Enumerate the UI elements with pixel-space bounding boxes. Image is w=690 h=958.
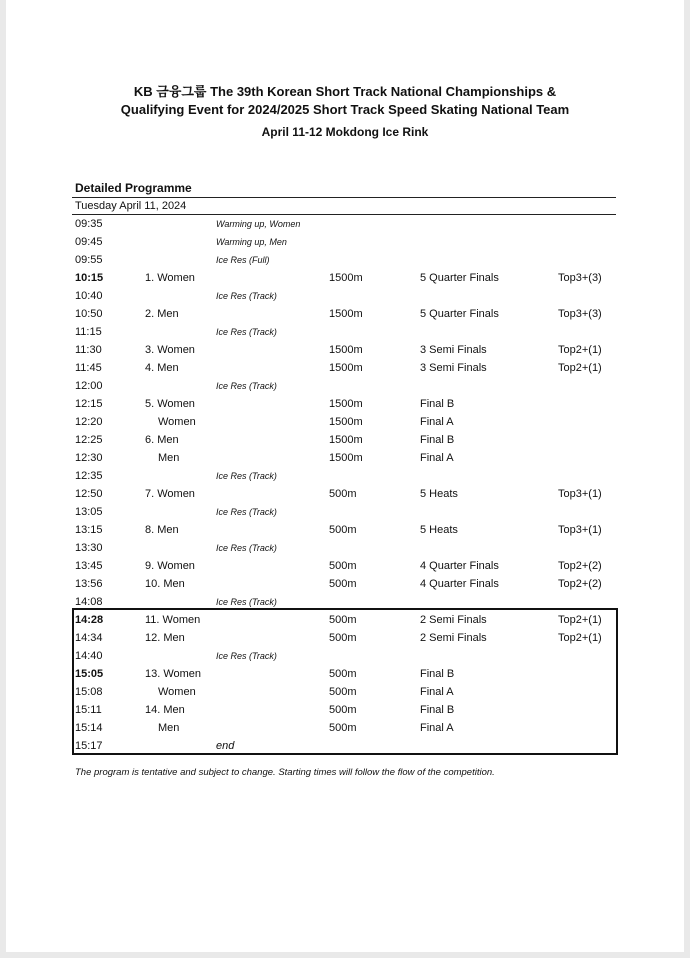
round-cell: 3 Semi Finals <box>420 344 487 356</box>
distance-cell: 500m <box>329 614 357 626</box>
qualification-cell: Top3+(1) <box>558 524 602 536</box>
time-cell: 13:30 <box>75 542 103 554</box>
table-row <box>0 215 690 233</box>
round-cell: 5 Heats <box>420 524 458 536</box>
time-cell: 09:55 <box>75 254 103 266</box>
time-cell: 12:25 <box>75 434 103 446</box>
time-cell: 11:30 <box>75 344 102 356</box>
note-cell: Warming up, Men <box>216 237 287 247</box>
time-cell: 11:15 <box>75 326 102 338</box>
time-cell: 14:28 <box>75 614 104 626</box>
distance-cell: 500m <box>329 686 357 698</box>
note-cell: Ice Res (Track) <box>216 381 277 391</box>
distance-cell: 500m <box>329 578 357 590</box>
distance-cell: 500m <box>329 632 357 644</box>
table-row <box>0 503 690 521</box>
distance-cell: 1500m <box>329 362 363 374</box>
time-cell: 14:40 <box>75 650 103 662</box>
time-cell: 13:05 <box>75 506 103 518</box>
table-row <box>0 377 690 395</box>
distance-cell: 1500m <box>329 452 363 464</box>
time-cell: 12:20 <box>75 416 103 428</box>
table-row <box>0 431 690 449</box>
event-cell: 3. Women <box>145 344 195 356</box>
distance-cell: 1500m <box>329 344 363 356</box>
table-row <box>0 305 690 323</box>
event-cell: Women <box>158 416 196 428</box>
distance-cell: 500m <box>329 560 357 572</box>
round-cell: Final A <box>420 452 454 464</box>
event-cell: 11. Women <box>145 614 201 626</box>
table-row <box>0 359 690 377</box>
time-cell: 15:05 <box>75 668 104 680</box>
event-cell: 12. Men <box>145 632 185 644</box>
qualification-cell: Top2+(1) <box>558 614 602 626</box>
event-cell: 8. Men <box>145 524 179 536</box>
time-cell: 10:50 <box>75 308 103 320</box>
distance-cell: 1500m <box>329 308 363 320</box>
event-cell: 2. Men <box>145 308 179 320</box>
section-title: Detailed Programme <box>75 181 192 195</box>
event-cell: 6. Men <box>145 434 179 446</box>
round-cell: 5 Heats <box>420 488 458 500</box>
round-cell: Final B <box>420 434 455 446</box>
table-row <box>0 341 690 359</box>
round-cell: 4 Quarter Finals <box>420 560 499 572</box>
round-cell: Final B <box>420 668 455 680</box>
qualification-cell: Top2+(1) <box>558 632 602 644</box>
event-cell: Women <box>158 686 196 698</box>
distance-cell: 1500m <box>329 434 363 446</box>
time-cell: 15:11 <box>75 704 102 716</box>
time-cell: 09:45 <box>75 236 103 248</box>
note-cell: Ice Res (Track) <box>216 471 277 481</box>
event-cell: 13. Women <box>145 668 202 680</box>
note-cell: Ice Res (Track) <box>216 651 277 661</box>
time-cell: 12:35 <box>75 470 103 482</box>
table-row <box>0 395 690 413</box>
time-cell: 13:45 <box>75 560 103 572</box>
note-cell: Warming up, Women <box>216 219 301 229</box>
qualification-cell: Top3+(3) <box>558 272 602 284</box>
table-row <box>0 449 690 467</box>
time-cell: 12:30 <box>75 452 103 464</box>
note-cell: Ice Res (Track) <box>216 291 277 301</box>
qualification-cell: Top2+(2) <box>558 578 602 590</box>
time-cell: 15:08 <box>75 686 103 698</box>
table-row <box>0 413 690 431</box>
highlight-box <box>72 608 618 755</box>
table-row <box>0 287 690 305</box>
qualification-cell: Top2+(1) <box>558 344 602 356</box>
footnote: The program is tentative and subject to change. Starting times will follow the flow of the competition. <box>75 767 495 778</box>
round-cell: Final A <box>420 722 454 734</box>
table-row <box>0 323 690 341</box>
round-cell: 3 Semi Finals <box>420 362 487 374</box>
table-row <box>0 575 690 593</box>
note-cell: Ice Res (Track) <box>216 507 277 517</box>
note-cell: Ice Res (Track) <box>216 543 277 553</box>
title-line-1: KB 금융그룹 The 39th Korean Short Track National Championships & <box>133 84 557 99</box>
table-row <box>0 521 690 539</box>
round-cell: 5 Quarter Finals <box>420 272 499 284</box>
table-row <box>0 557 690 575</box>
time-cell: 12:50 <box>75 488 103 500</box>
note-cell: Ice Res (Track) <box>216 597 277 607</box>
round-cell: Final B <box>420 398 455 410</box>
time-cell: 13:15 <box>75 524 103 536</box>
event-cell: 4. Men <box>145 362 179 374</box>
table-row <box>0 251 690 269</box>
event-cell: 1. Women <box>145 272 195 284</box>
event-cell: 5. Women <box>145 398 195 410</box>
time-cell: 14:34 <box>75 632 103 644</box>
distance-cell: 500m <box>329 668 357 680</box>
distance-cell: 1500m <box>329 272 363 284</box>
round-cell: 2 Semi Finals <box>420 632 487 644</box>
event-cell: Men <box>158 722 180 734</box>
distance-cell: 500m <box>329 488 357 500</box>
qualification-cell: Top3+(3) <box>558 308 602 320</box>
table-row <box>0 269 690 287</box>
event-cell: 7. Women <box>145 488 195 500</box>
time-cell: 11:45 <box>75 362 102 374</box>
round-cell: Final A <box>420 416 454 428</box>
schedule-date: Tuesday April 11, 2024 <box>75 200 187 212</box>
time-cell: 10:15 <box>75 272 104 284</box>
distance-cell: 500m <box>329 722 357 734</box>
qualification-cell: Top2+(2) <box>558 560 602 572</box>
time-cell: 13:56 <box>75 578 103 590</box>
qualification-cell: Top2+(1) <box>558 362 602 374</box>
time-cell: 15:14 <box>75 722 103 734</box>
round-cell: 4 Quarter Finals <box>420 578 499 590</box>
section-rule <box>72 197 616 198</box>
round-cell: 5 Quarter Finals <box>420 308 499 320</box>
table-row <box>0 467 690 485</box>
distance-cell: 500m <box>329 524 357 536</box>
round-cell: 2 Semi Finals <box>420 614 487 626</box>
venue-dates: April 11-12 Mokdong Ice Rink <box>261 125 429 139</box>
time-cell: 14:08 <box>75 596 103 608</box>
event-cell: 14. Men <box>145 704 185 716</box>
qualification-cell: Top3+(1) <box>558 488 602 500</box>
event-cell: 9. Women <box>145 560 195 572</box>
distance-cell: 1500m <box>329 416 363 428</box>
distance-cell: 500m <box>329 704 357 716</box>
time-cell: 10:40 <box>75 290 103 302</box>
title-line-2: Qualifying Event for 2024/2025 Short Track Speed Skating National Team <box>120 102 570 117</box>
table-row <box>0 485 690 503</box>
table-row <box>0 539 690 557</box>
round-cell: Final A <box>420 686 454 698</box>
time-cell: 15:17 <box>75 740 103 752</box>
time-cell: 09:35 <box>75 218 103 230</box>
table-row <box>0 233 690 251</box>
note-cell: Ice Res (Full) <box>216 255 270 265</box>
note-cell: Ice Res (Track) <box>216 327 277 337</box>
round-cell: Final B <box>420 704 455 716</box>
event-cell: 10. Men <box>145 578 185 590</box>
note-cell: end <box>216 740 235 752</box>
distance-cell: 1500m <box>329 398 363 410</box>
time-cell: 12:00 <box>75 380 103 392</box>
event-cell: Men <box>158 452 180 464</box>
document-header <box>0 83 690 141</box>
time-cell: 12:15 <box>75 398 103 410</box>
